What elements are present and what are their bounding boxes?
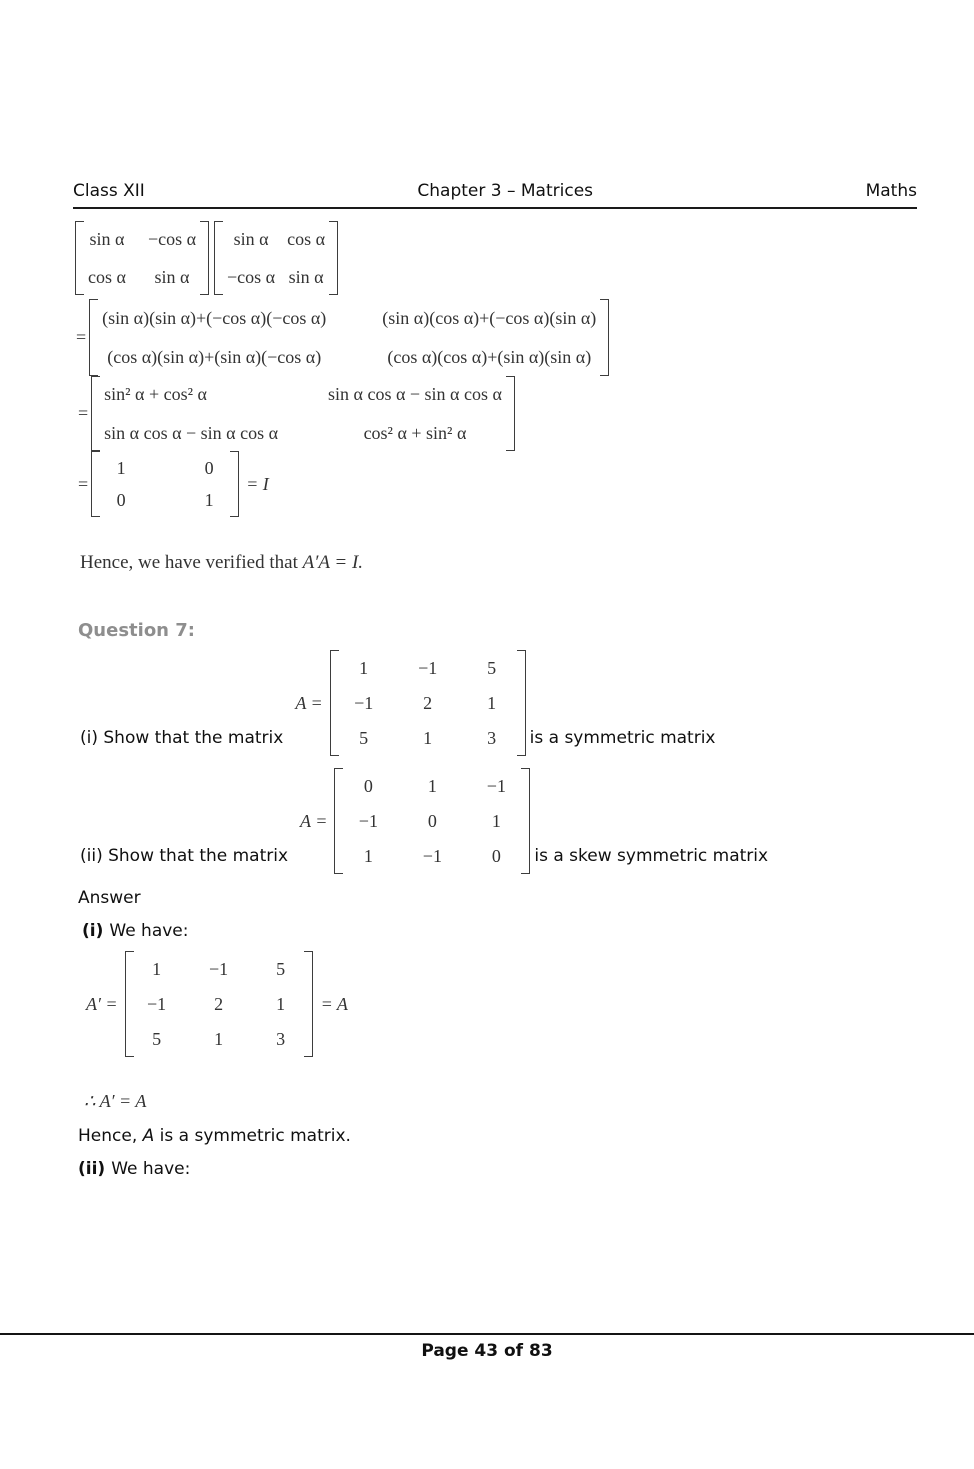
matrix-cell: sin α [154,267,190,287]
matrix-cell: sin α [89,229,125,249]
matrix-cell: 2 [423,693,433,713]
page-number: Page 43 of 83 [421,1341,553,1361]
matrix [334,768,530,874]
matrix-cell: −1 [209,959,229,979]
matrix-cell: −1 [354,693,374,713]
matrix-cell: sin α [288,267,324,287]
matrix-cell: 1 [487,693,497,713]
matrix-cell: −1 [486,776,506,796]
answer-ii-label: (ii) [78,1159,106,1179]
part-i-matrix-expression [295,650,525,756]
answer-ii-text: We have: [111,1159,191,1179]
matrix-cell: cos α [88,267,126,287]
matrix-cell: sin α cos α − sin α cos α [328,384,502,404]
header-subject-label: Maths [865,181,917,201]
conclusion-prefix: Hence, [78,1126,143,1146]
matrix-cell: 1 [204,490,214,510]
matrix [214,221,338,295]
matrix-cell: 1 [359,658,369,678]
conclusion-text: Hence, we have verified that [80,552,303,573]
matrix-cell: 0 [116,490,126,510]
matrix-cell: (sin α)(sin α)+(−cos α)(−cos α) [102,308,327,328]
answer-ii-intro [78,1159,190,1179]
matrix-cell: 1 [363,846,373,866]
answer-i-intro [82,921,189,941]
question-heading: Question 7: [78,620,195,641]
matrix-cell: 1 [427,776,437,796]
part-ii-matrix-expression [300,768,530,874]
verification-conclusion [80,552,363,574]
header-chapter-title: Chapter 3 – Matrices [417,181,594,201]
matrix-cell: 0 [363,776,373,796]
equals-a-label: = A [320,993,348,1014]
footer-divider [0,1333,974,1335]
matrix-cell: cos α [287,229,326,249]
matrix-cell: sin α cos α − sin α cos α [104,423,279,443]
equals-sign: = [76,327,87,347]
matrix-cell: 3 [487,728,497,748]
symmetric-conclusion [78,1126,351,1146]
matrix-cell: 5 [152,1029,162,1049]
matrix [330,650,526,756]
answer-label: Answer [78,888,141,908]
equals-sign: = [78,403,89,423]
matrix-cell: (cos α)(cos α)+(sin α)(sin α) [387,347,592,367]
matrix [91,451,239,517]
transpose-equation [86,951,348,1057]
matrix-cell: sin² α + cos² α [104,384,207,404]
equals-identity-label: = I [246,473,269,494]
conclusion-math: A′A = I. [302,552,364,573]
header-class-label: Class XII [73,181,145,201]
matrix [75,221,209,295]
answer-i-text: We have: [109,921,189,941]
matrix-cell: 0 [491,846,501,866]
part-ii-tail-text: is a skew symmetric matrix [534,846,769,866]
matrix-cell: 1 [276,994,286,1014]
matrix-cell: 5 [487,658,497,678]
matrix-cell: 1 [491,811,501,831]
matrix-cell: −1 [422,846,442,866]
answer-i-label: (i) [82,921,104,941]
matrix-cell: 1 [152,959,162,979]
matrix-cell: −1 [418,658,438,678]
matrix-cell: sin α [233,229,269,249]
question-part-ii [80,768,768,874]
matrix-cell: 3 [276,1029,286,1049]
matrix-cell: 2 [214,994,224,1014]
matrix-lhs: A′ = [86,993,118,1014]
matrix-cell: (cos α)(sin α)+(sin α)(−cos α) [107,347,322,367]
matrix-cell: 0 [427,811,437,831]
matrix-cell: 5 [359,728,369,748]
matrix-cell: (sin α)(cos α)+(−cos α)(sin α) [382,308,597,328]
matrix-cell: 1 [116,458,126,478]
conclusion-suffix: is a symmetric matrix. [154,1126,351,1146]
matrix-cell: 1 [214,1029,224,1049]
part-i-lead-text: (i) Show that the matrix [80,728,284,748]
matrix-cell: −cos α [227,267,276,287]
equation-identity [78,451,269,517]
matrix-lhs: A = [300,810,328,831]
equation-expanded-products [76,299,609,376]
part-i-tail-text: is a symmetric matrix [529,728,716,748]
matrix-cell: −1 [358,811,378,831]
matrix [89,299,609,376]
matrix [91,376,515,451]
therefore-statement: ∴ A′ = A [84,1091,147,1111]
page-header [73,181,917,209]
matrix-cell: −1 [147,994,167,1014]
matrix-cell: −cos α [147,229,197,249]
matrix-lhs: A = [295,692,323,713]
part-ii-lead-text: (ii) Show that the matrix [80,846,289,866]
equation-simplified-trig [78,376,515,451]
equation-matrix-product [75,221,338,295]
matrix-cell: 5 [276,959,286,979]
matrix-cell: 0 [204,458,214,478]
equals-sign: = [78,473,89,494]
question-part-i [80,650,716,756]
matrix [125,951,313,1057]
matrix-cell: 1 [423,728,433,748]
matrix-variable: A [142,1126,155,1146]
matrix-cell: cos² α + sin² α [363,423,467,443]
